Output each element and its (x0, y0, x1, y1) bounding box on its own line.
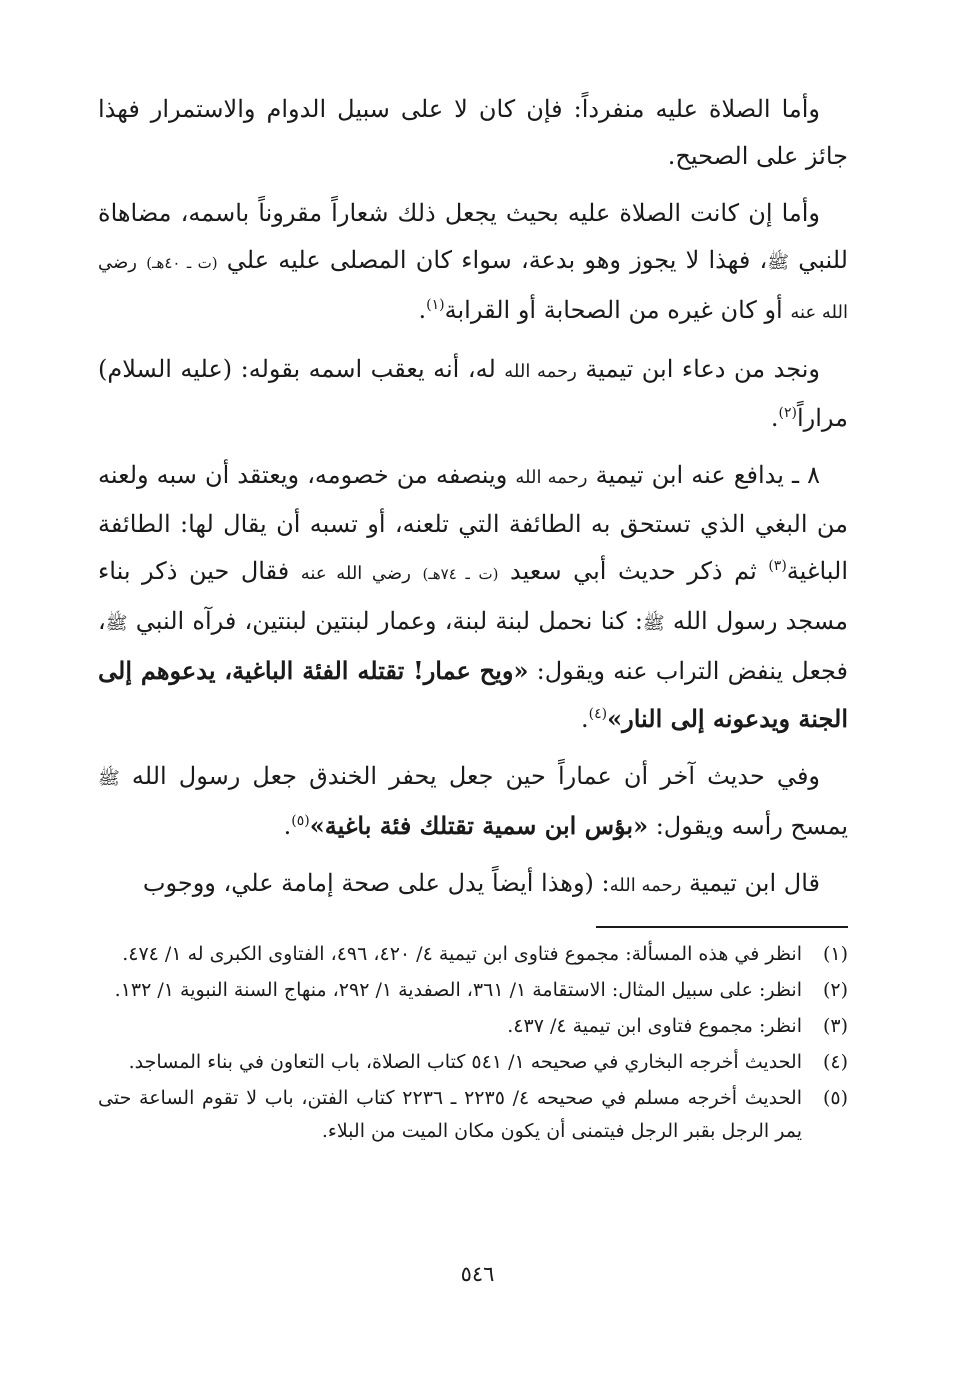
paragraph-4-text-b: وينصفه من خصومه، ويعتقد أن سبه ولعنه من البغي الذي تستحق به الطائفة التي تلعنه، أو تسبه أن يقال لها: الطائفة الباغية (98, 461, 848, 585)
death-date-citation: (ت ـ ٧٤هـ) (422, 565, 499, 583)
honorific-mark: رضي الله عنه (98, 252, 848, 323)
honorific-mark: ﷺ (98, 768, 120, 789)
footnote-item (98, 938, 848, 971)
main-text (98, 86, 848, 919)
paragraph-6-text-a: قال ابن تيمية (688, 869, 820, 897)
honorific-mark: رحمه الله (504, 361, 577, 382)
paragraph-4-text-a: ٨ ـ يدافع عنه ابن تيمية (595, 461, 820, 489)
paragraph-2-text-a: وأما إن كانت الصلاة عليه بحيث يجعل ذلك شعاراً مقروناً باسمه، مضاهاة للنبي (98, 199, 848, 274)
footnote-number: (٥) (822, 1087, 848, 1109)
paragraph-5-text-b: يمسح رأسه ويقول: (655, 812, 848, 840)
footnote-number: (٤) (822, 1051, 848, 1073)
paragraph-2-text-c: أو كان غيره من الصحابة أو القرابة (444, 296, 783, 324)
footnote-divider (596, 926, 848, 928)
footnote-ref-1[interactable]: (١) (426, 297, 445, 313)
footnote-text: انظر: على سبيل المثال: الاستقامة ١/ ٣٦١، الصفدية ١/ ٢٩٢، منهاج السنة النبوية ١/ ١٣٢. (114, 979, 802, 1001)
honorific-mark: ﷺ (105, 613, 128, 634)
punctuation: . (418, 296, 427, 324)
paragraph-1 (98, 86, 848, 180)
paragraph-2-text-b: ، فهذا لا يجوز وهو بدعة، سواء كان المصلى عليه علي (226, 246, 768, 274)
footnote-number: (٣) (822, 1015, 848, 1037)
paragraph-6-text-b: : (وهذا أيضاً يدل على صحة إمامة علي، ووجوب (142, 869, 610, 897)
honorific-mark: ﷺ (767, 252, 790, 273)
footnote-item (98, 1082, 848, 1148)
paragraph-4-text-c: ثم ذكر حديث أبي سعيد (510, 557, 757, 585)
footnote-ref-3[interactable]: (٣) (768, 558, 787, 574)
punctuation: . (770, 404, 779, 432)
footnote-text: انظر: مجموع فتاوى ابن تيمية ٤/ ٤٣٧. (507, 1015, 802, 1037)
footnote-text: انظر في هذه المسألة: مجموع فتاوى ابن تيمية ٤/ ٤٢٠، ٤٩٦، الفتاوى الكبرى له ١/ ٤٧٤. (122, 943, 802, 965)
paragraph-4-text-f: ، فجعل ينفض التراب عنه ويقول: (98, 607, 849, 685)
honorific-mark: رحمه الله (609, 875, 682, 896)
death-date-citation: (ت ـ ٤٠هـ) (146, 254, 218, 272)
honorific-mark: رضي الله عنه (300, 563, 411, 584)
page-number: ٥٤٦ (460, 1262, 495, 1286)
paragraph-4-text-e: : كنا نحمل لبنة لبنة، وعمار لبنتين لبنتين، فرآه النبي (135, 607, 643, 635)
footnote-text: الحديث أخرجه البخاري في صحيحه ١/ ٥٤١ كتاب الصلاة، باب التعاون في بناء المساجد. (128, 1051, 802, 1073)
paragraph-4-text-d: فقال حين ذكر بناء مسجد رسول الله (98, 557, 848, 635)
punctuation: . (283, 812, 292, 840)
footnote-item (98, 974, 848, 1007)
paragraph-6 (98, 860, 848, 909)
paragraph-3-text-b: له، أنه يعقب اسمه بقوله: (عليه السلام) مراراً (98, 355, 848, 432)
paragraph-4 (98, 452, 848, 743)
honorific-mark: ﷺ (642, 613, 665, 634)
paragraph-5 (98, 753, 848, 850)
footnotes (98, 938, 848, 1151)
hadith-quote: «بؤس ابن سمية تقتلك فئة باغية» (309, 811, 649, 840)
paragraph-2 (98, 190, 848, 336)
footnote-ref-4[interactable]: (٤) (588, 706, 608, 722)
hadith-quote: «ويح عمار! تقتله الفئة الباغية، يدعوهم إلى الجنة ويدعونه إلى النار» (98, 656, 848, 733)
paragraph-5-text-a: وفي حديث آخر أن عماراً حين جعل يحفر الخندق جعل رسول الله (131, 762, 821, 790)
paragraph-3 (98, 346, 848, 442)
footnote-item (98, 1046, 848, 1079)
footnote-ref-5[interactable]: (٥) (291, 813, 310, 829)
paragraph-1-text: وأما الصلاة عليه منفرداً: فإن كان لا على سبيل الدوام والاستمرار فهذا جائز على الصحيح. (98, 95, 848, 170)
honorific-mark: رحمه الله (515, 467, 588, 488)
footnote-number: (١) (822, 943, 848, 965)
paragraph-3-text-a: ونجد من دعاء ابن تيمية (585, 355, 820, 383)
footnote-item (98, 1010, 848, 1043)
footnote-number: (٢) (822, 979, 848, 1001)
punctuation: . (581, 705, 589, 733)
footnote-ref-2[interactable]: (٢) (778, 405, 797, 421)
footnote-text: الحديث أخرجه مسلم في صحيحه ٤/ ٢٢٣٥ ـ ٢٢٣٦ كتاب الفتن، باب لا تقوم الساعة حتى يمر الرجل بقبر الرجل فيتمنى أن يكون مكان الميت من البلاء. (98, 1087, 802, 1142)
